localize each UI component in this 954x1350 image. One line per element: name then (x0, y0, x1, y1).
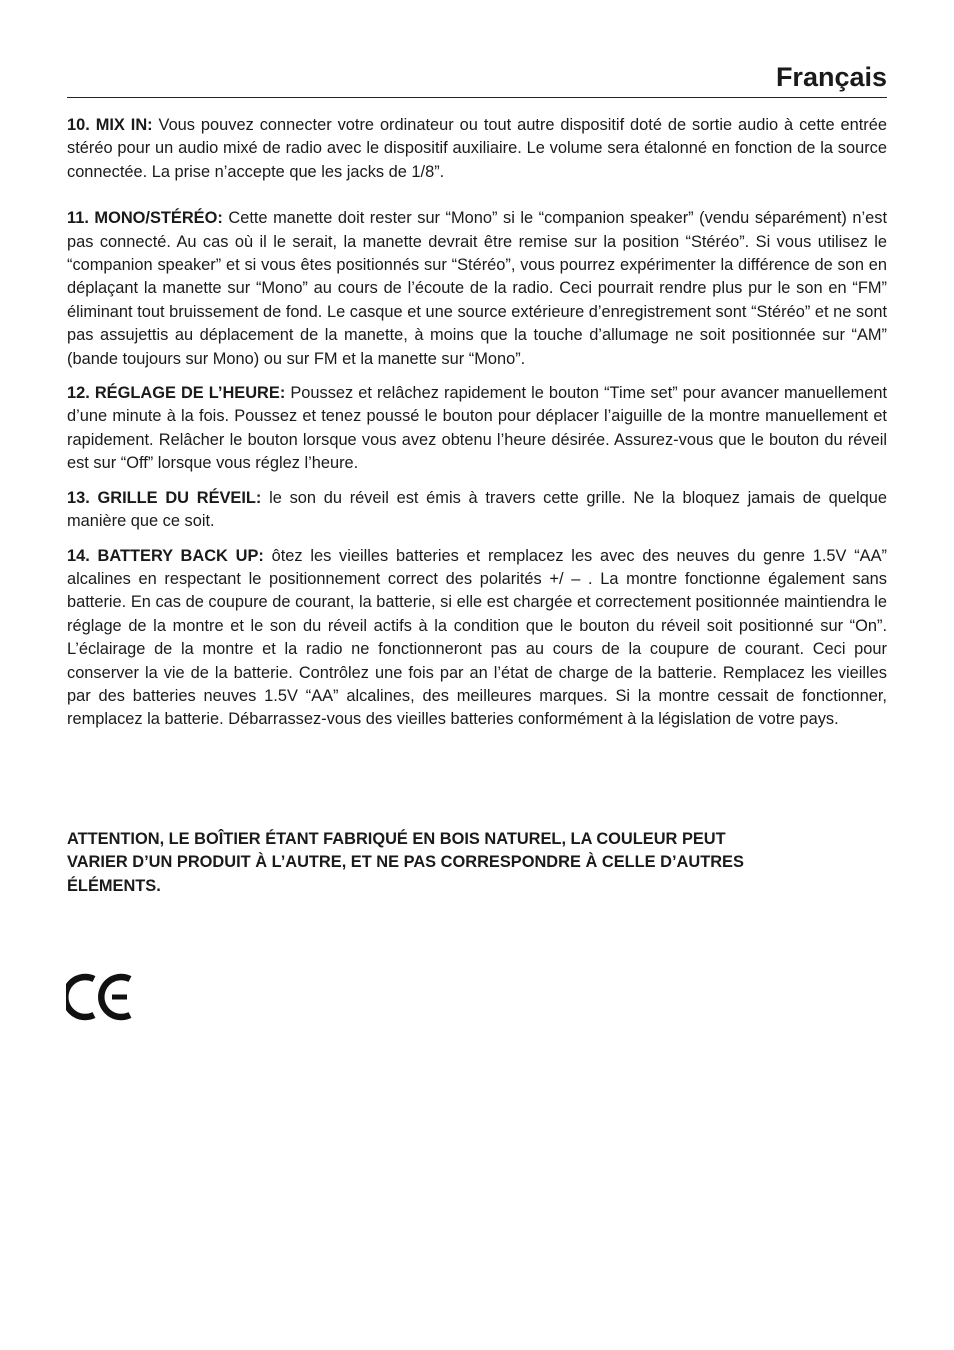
section-text: ôtez les vieilles batteries et remplacez les avec des neuves du genre 1.5V “AA” alcalines en respectant le positionnement correct des polarités +/ – . La montre fonctionne également sans batterie. En cas de coupure de courant, la batterie, si elle est chargée et correctement positionnée maintiendra le réglage de la montre et le son du réveil actifs à la condition que le bouton du réveil soit positionné sur “On”. L’éclairage de la montre et la radio ne fonctionneront pas au cours de la coupure de courant. Ceci pour conserver la vie de la batterie. Contrôlez une fois par an l’état de charge de la batterie. Remplacez les vieilles par des batteries neuves 1.5V “AA” alcalines, des meilleures marques. Si la montre cessait de fonctionner, remplacez la batterie. Débarrassez-vous des vieilles batteries conformément à la législation de votre pays. (67, 546, 887, 729)
header-divider (67, 97, 887, 98)
attention-line: ÉLÉMENTS. (67, 876, 161, 895)
attention-line: VARIER D’UN PRODUIT À L’AUTRE, ET NE PAS CORRESPONDRE À CELLE D’AUTRES (67, 853, 744, 872)
section-time-setting (67, 382, 887, 476)
section-battery-backup (67, 545, 887, 732)
ce-mark-icon (66, 973, 134, 1021)
language-heading: Français (775, 62, 887, 92)
section-mix-in (67, 114, 887, 184)
section-label: 11. MONO/STÉRÉO: (67, 209, 223, 228)
attention-notice (67, 828, 887, 898)
section-text: Poussez et relâchez rapidement le bouton “Time set” pour avancer manuellement d’une minute à la fois. Poussez et tenez poussé le bouton pour déplacer l’aiguille de la montre manuellement et rapidement. Relâcher le bouton lorsque vous avez obtenu l’heure désirée. Assurez-vous que le bouton du réveil est sur “Off” lorsque vous réglez l’heure. (67, 384, 887, 473)
instructions-body (67, 114, 887, 732)
section-label: 10. MIX IN: (67, 116, 153, 134)
section-label: 14. BATTERY BACK UP: (67, 546, 264, 565)
section-text: Vous pouvez connecter votre ordinateur ou tout autre dispositif doté de sortie audio à cette entrée stéréo pour un audio mixé de radio avec le dispositif auxiliaire. Le volume sera étalonné en fonction de la source connectée. La prise n’accepte que les jacks de 1/8”. (67, 116, 887, 181)
section-label: 13. GRILLE DU RÉVEIL: (67, 488, 262, 507)
section-mono-stereo (67, 207, 887, 371)
attention-line: ATTENTION, LE BOÎTIER ÉTANT FABRIQUÉ EN BOIS NATUREL, LA COULEUR PEUT (67, 830, 726, 848)
section-text: le son du réveil est émis à travers cette grille. Ne la bloquez jamais de quelque manière que ce soit. (67, 488, 887, 531)
section-label: 12. RÉGLAGE DE L’HEURE: (67, 384, 286, 403)
section-text: Cette manette doit rester sur “Mono” si le “companion speaker” (vendu séparément) n’est pas connecté. Au cas où il le serait, la manette devrait être remise sur la position “Stéréo”. Si vous utilisez le “companion speaker” et si vous êtes positionnés sur “Stéréo”, vous pourrez expérimenter la différence de son en déplaçant la manette sur “Mono” au cours de l’écoute de la radio. Ceci pourrait rendre plus pur le son en “FM” éliminant tout bruissement de fond. Le casque et une source extérieure d’enregistrement sont “Stéréo” et ne sont pas assujettis au déplacement de la manette, à moins que la touche d’allumage ne soit positionnée sur “AM” (bande toujours sur Mono) ou sur FM et la manette sur “Mono”. (67, 209, 887, 368)
section-alarm-grille (67, 487, 887, 534)
